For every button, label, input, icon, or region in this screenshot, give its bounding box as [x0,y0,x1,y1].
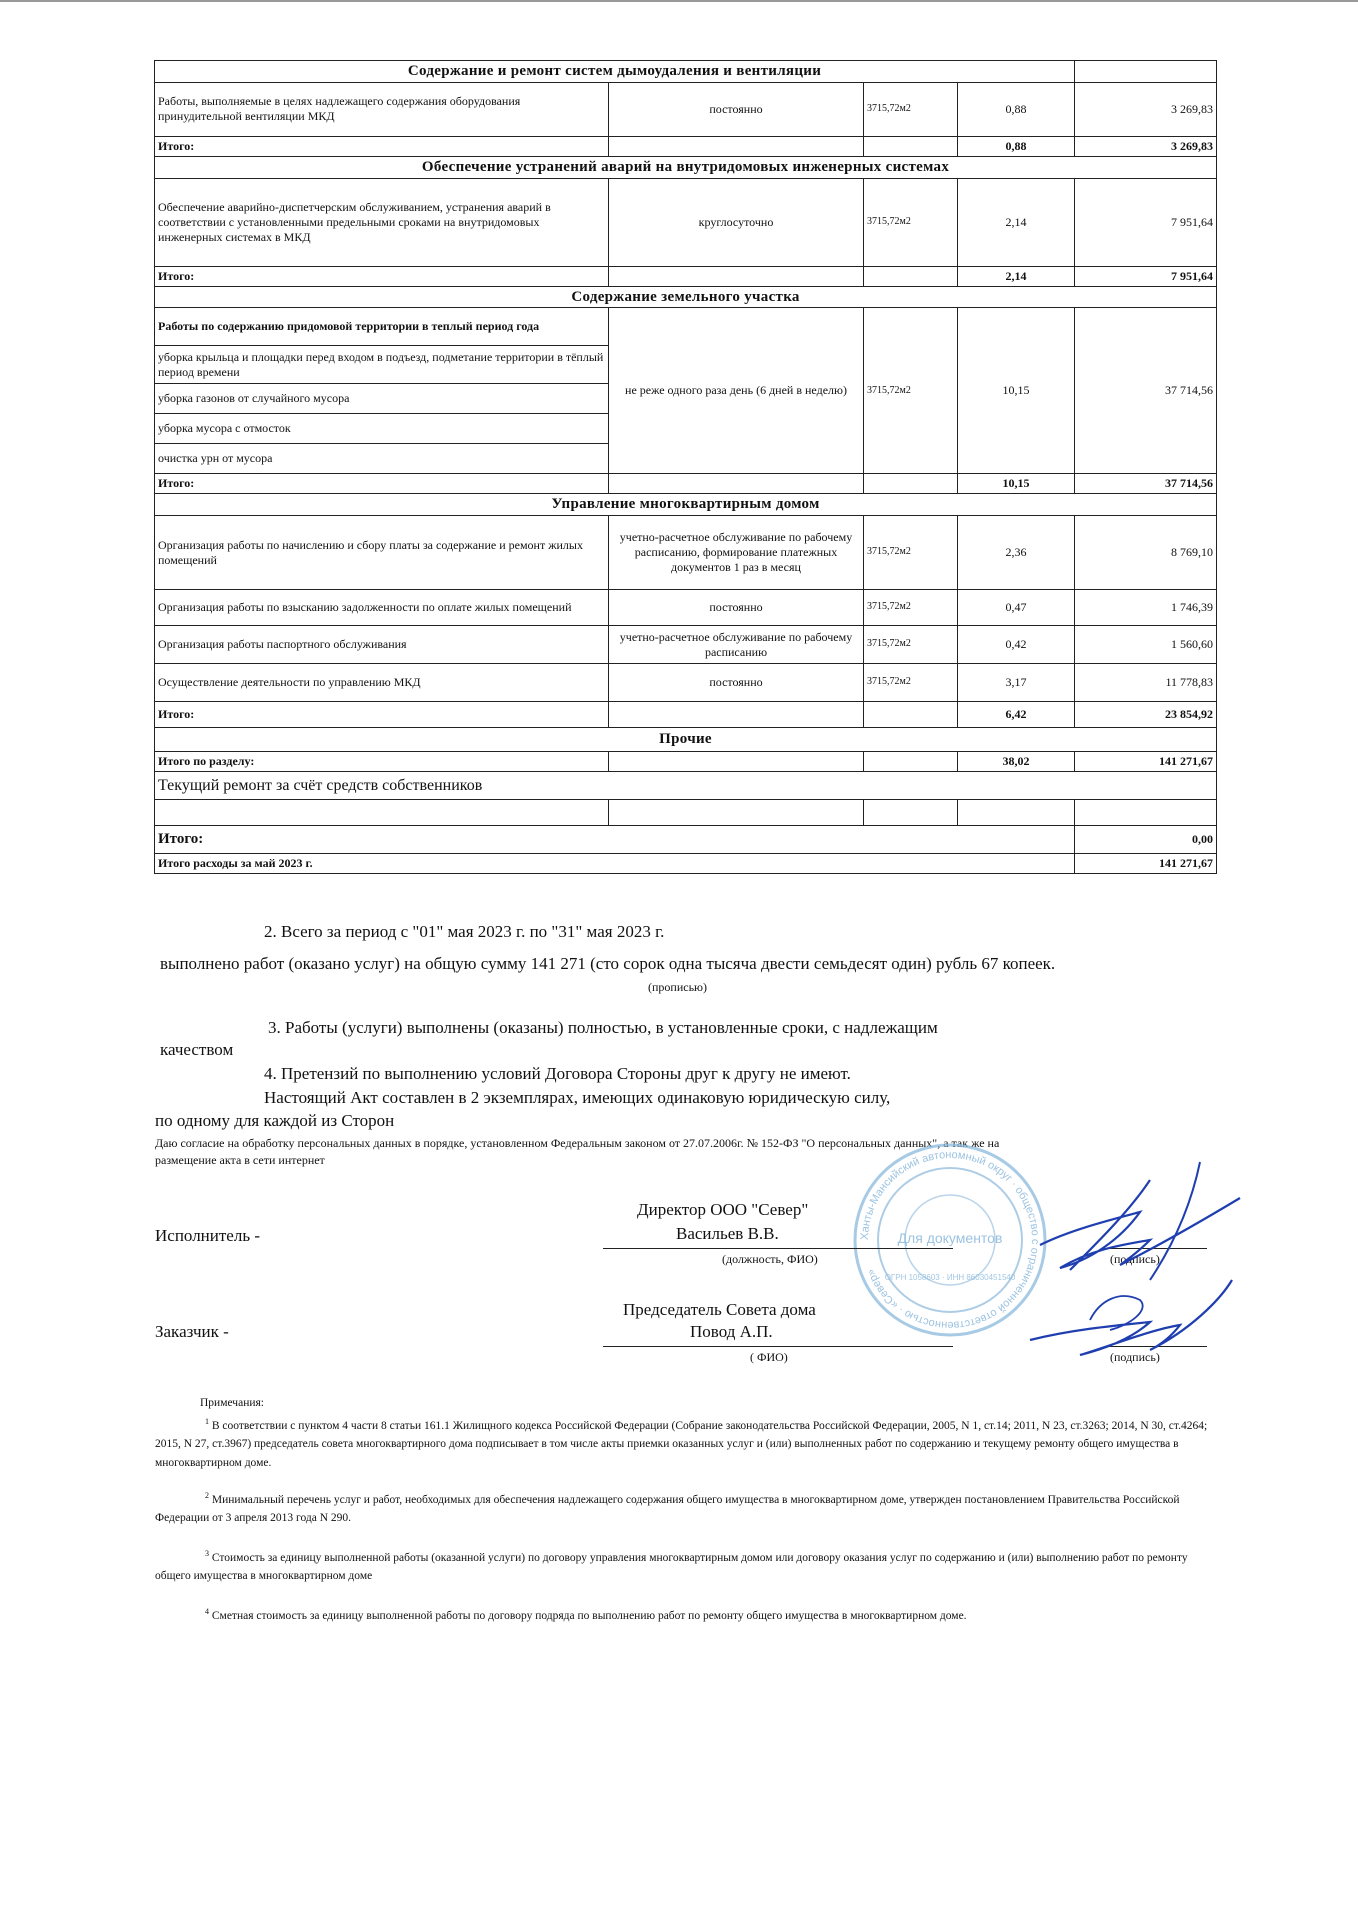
service-rate: 3,17 [958,664,1075,702]
service-rate: 10,15 [958,308,1075,474]
note-1 [155,1416,1215,1472]
executor-caption: (должность, ФИО) [722,1252,818,1266]
service-sum: 7 951,64 [1075,178,1217,266]
section-total-sum: 141 271,67 [1075,752,1217,772]
paragraph-3-cont: качеством [160,1040,234,1059]
services-table [154,60,1217,874]
note-text: Минимальный перечень услуг и работ, необходимых для обеспечения надлежащего содержания общего имущества в многоквартирном доме, утвержден постановлением Правительства Российской Федерации от 3 апреля 2013 года N 290. [155,1493,1180,1525]
paragraph-5-cont: по одному для каждой из Сторон [155,1111,395,1130]
paragraph-2-sum: выполнено работ (оказано услуг) на общую сумму 141 271 (сто сорок одна тысяча двести семьдесят один) рубль 67 копеек. [160,954,1056,973]
service-period: учетно-расчетное обслуживание по рабочему расписанию, формирование платежных документов 1 раз в месяц [609,516,864,590]
service-name: Работы, выполняемые в целях надлежащего содержания оборудования принудительной вентиляции МКД [155,82,609,136]
total-label: Итого: [155,474,609,494]
paragraph-3: 3. Работы (услуги) выполнены (оказаны) полностью, в установленные сроки, с надлежащим [268,1018,938,1037]
service-rate: 0,42 [958,626,1075,664]
section-header-row [155,61,1217,83]
service-name: Обеспечение аварийно-диспетчерским обслуживанием, устранения аварий в соответствии с установленными предельными сроками на внутридомовых инженерных системах в МКД [155,178,609,266]
table-row [155,626,1217,664]
service-period: не реже одного раза день (6 дней в неделю) [609,308,864,474]
service-rate: 0,88 [958,82,1075,136]
paragraph-5: Настоящий Акт составлен в 2 экземплярах, имеющих одинаковую юридическую силу, [264,1088,891,1107]
service-unit: 3715,72м2 [864,516,958,590]
total-sum: 0,00 [1075,826,1217,854]
section-title: Содержание земельного участка [155,286,1217,308]
section-header-row [155,156,1217,178]
executor-name: Васильев В.В. [676,1224,779,1243]
service-sum: 3 269,83 [1075,82,1217,136]
stamp-center-text: Для документов [897,1230,1003,1246]
total-label: Итого: [155,702,609,728]
customer-sign-caption: (подпись) [1110,1350,1160,1364]
service-unit: 3715,72м2 [864,178,958,266]
land-item: уборка крыльца и площадки перед входом в подъезд, подметание территории в тёплый период времени [155,346,609,384]
section-total-rate: 38,02 [958,752,1075,772]
total-row [155,266,1217,286]
note-text: В соответствии с пунктом 4 части 8 статьи 161.1 Жилищного кодекса Российской Федерации (Собрание законодательства Российской Федерации, 2005, N 1, ст.14; 2011, N 23, ст.3263; 2014, N 30, ст.4264; 2015, N 27, ст.3967) председатель совета многоквартирного дома подписывает в том числе акты приемки оказанных услуг и (или) выполненных работ по содержанию и текущему ремонту общего имущества в многоквартирном доме. [155,1419,1208,1469]
note-number: 3 [205,1549,209,1558]
propisyu-caption: (прописью) [648,980,708,994]
total-row [155,826,1217,854]
total-rate: 0,88 [958,136,1075,156]
customer-line [603,1346,953,1347]
total-label: Итого: [155,136,609,156]
repair-title: Текущий ремонт за счёт средств собственников [155,772,1217,800]
grand-total-label: Итого расходы за май 2023 г. [155,854,1075,874]
note-number: 4 [205,1607,209,1616]
service-rate: 2,14 [958,178,1075,266]
handwritten-signatures [1000,1150,1260,1390]
section-title: Содержание и ремонт систем дымоудаления и вентиляции [155,61,1075,83]
land-item: уборка мусора с отмосток [155,414,609,444]
total-label: Итого: [155,826,1075,854]
service-name: Организация работы по взысканию задолженности по оплате жилых помещений [155,590,609,626]
section-header-row [155,286,1217,308]
service-name: Организация работы по начислению и сбору платы за содержание и ремонт жилых помещений [155,516,609,590]
grand-total-sum: 141 271,67 [1075,854,1217,874]
service-sum: 37 714,56 [1075,308,1217,474]
note-text: Стоимость за единицу выполненной работы (оказанной услуги) по договору управления многоквартирным домом или договору оказания услуг по содержанию и (или) выполнению работ по ремонту общего имущества в многоквартирном доме [155,1551,1188,1583]
table-row [155,516,1217,590]
total-rate: 10,15 [958,474,1075,494]
service-period: постоянно [609,82,864,136]
repair-header-row [155,772,1217,800]
section-title: Прочие [155,728,1217,752]
service-rate: 0,47 [958,590,1075,626]
service-unit: 3715,72м2 [864,82,958,136]
land-works-heading: Работы по содержанию придомовой территории в теплый период года [155,308,609,346]
service-name: Организация работы паспортного обслуживания [155,626,609,664]
executor-label: Исполнитель - [155,1226,260,1245]
customer-label: Заказчик - [155,1322,229,1341]
total-rate: 2,14 [958,266,1075,286]
executor-sign-caption: (подпись) [1110,1252,1160,1266]
total-sum: 37 714,56 [1075,474,1217,494]
section-total-label: Итого по разделу: [155,752,609,772]
land-item: очистка урн от мусора [155,444,609,474]
note-number: 2 [205,1491,209,1500]
service-unit: 3715,72м2 [864,590,958,626]
total-sum: 23 854,92 [1075,702,1217,728]
total-row [155,474,1217,494]
service-period: постоянно [609,590,864,626]
grand-total-row [155,854,1217,874]
service-unit: 3715,72м2 [864,626,958,664]
section-total-row [155,752,1217,772]
note-2 [155,1490,1215,1528]
service-rate: 2,36 [958,516,1075,590]
page-top-edge [0,0,1358,8]
service-sum: 11 778,83 [1075,664,1217,702]
paragraph-2: 2. Всего за период с "01" мая 2023 г. по "31" мая 2023 г. [264,922,665,941]
service-period: учетно-расчетное обслуживание по рабочему расписанию [609,626,864,664]
section-header-row [155,494,1217,516]
executor-line [603,1248,953,1249]
land-item: уборка газонов от случайного мусора [155,384,609,414]
service-sum: 8 769,10 [1075,516,1217,590]
notes-title: Примечания: [200,1397,264,1409]
total-rate: 6,42 [958,702,1075,728]
consent-text-cont: размещение акта в сети интернет [155,1153,325,1167]
customer-position: Председатель Совета дома [623,1300,816,1319]
table-row [155,178,1217,266]
paragraph-4: 4. Претензий по выполнению условий Договора Стороны друг к другу не имеют. [264,1064,851,1083]
executor-position: Директор ООО "Север" [637,1200,809,1219]
service-period: круглосуточно [609,178,864,266]
service-unit: 3715,72м2 [864,308,958,474]
total-row [155,136,1217,156]
service-unit: 3715,72м2 [864,664,958,702]
note-3 [155,1548,1215,1586]
service-sum: 1 560,60 [1075,626,1217,664]
customer-name: Повод А.П. [690,1322,773,1341]
note-number: 1 [205,1417,209,1426]
section-header-row [155,728,1217,752]
total-sum: 3 269,83 [1075,136,1217,156]
service-name: Осуществление деятельности по управлению МКД [155,664,609,702]
table-row [155,82,1217,136]
service-sum: 1 746,39 [1075,590,1217,626]
section-title: Обеспечение устранений аварий на внутридомовых инженерных системах [155,156,1217,178]
section-title: Управление многоквартирным домом [155,494,1217,516]
stamp-inner-text: ОГРН 1058603 · ИНН 86030451540 [884,1273,1016,1282]
table-row [155,590,1217,626]
note-4 [155,1606,1215,1625]
note-text: Сметная стоимость за единицу выполненной работы по договору подряда по выполнению работ по ремонту общего имущества в многоквартирном доме. [211,1609,967,1622]
total-label: Итого: [155,266,609,286]
total-sum: 7 951,64 [1075,266,1217,286]
table-row [155,664,1217,702]
table-row [155,800,1217,826]
stamp-ring-text: Ханты-Мансийский автономный округ · общество с ограниченной ответственностью · «Север» [858,1148,1042,1332]
service-period: постоянно [609,664,864,702]
customer-caption: ( ФИО) [750,1350,788,1364]
table-row [155,308,1217,346]
total-row [155,702,1217,728]
consent-text: Даю согласие на обработку персональных данных в порядке, установленном Федеральным законом от 27.07.2006г. № 152-ФЗ "О персональных данных", а так же на [155,1136,1000,1150]
